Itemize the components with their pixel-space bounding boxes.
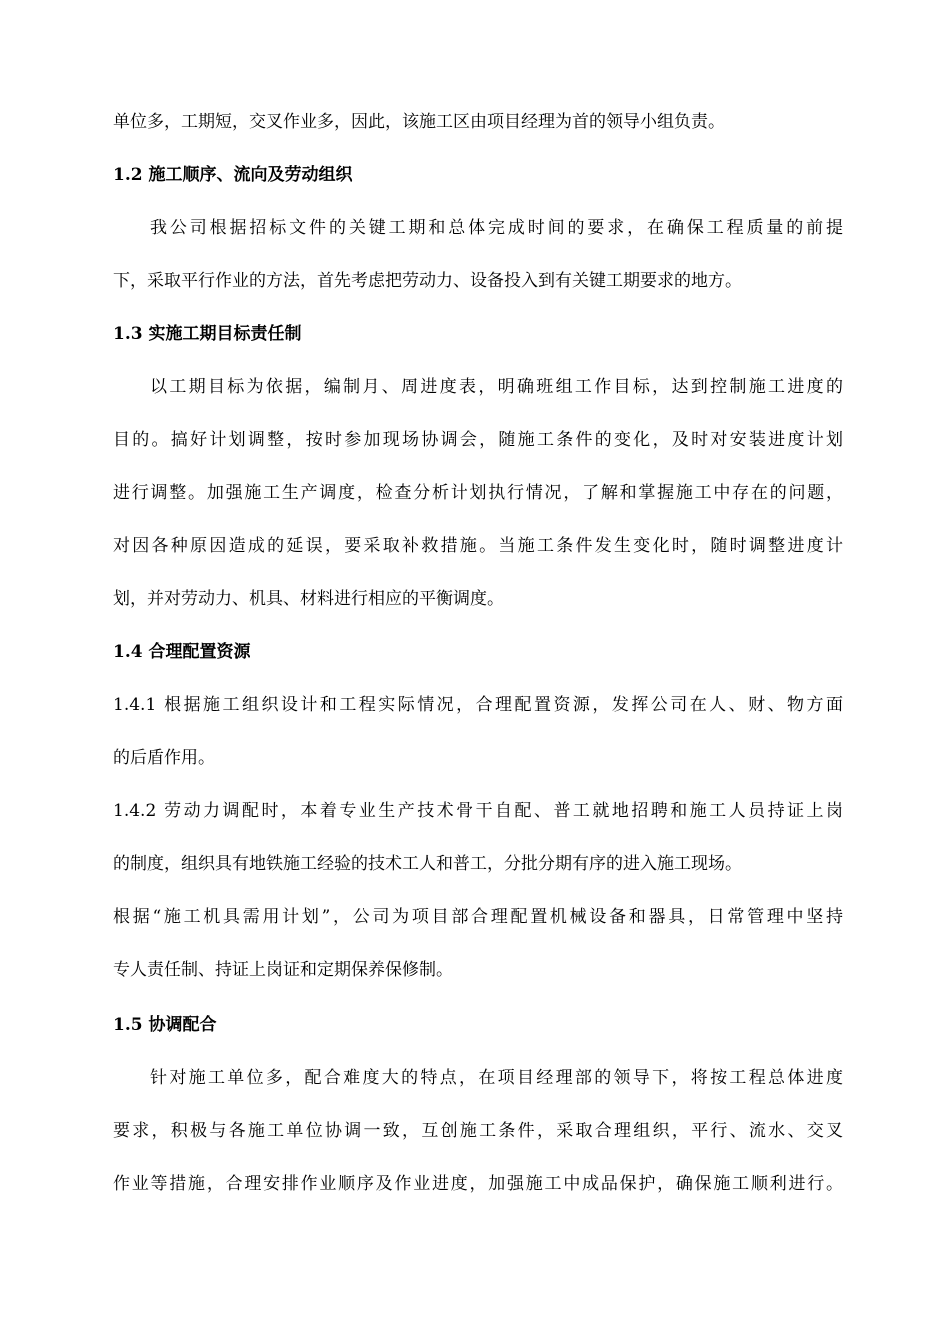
paragraph-line: 我公司根据招标文件的关键工期和总体完成时间的要求，在确保工程质量的前提 — [150, 218, 843, 238]
paragraph-line: 要求，积极与各施工单位协调一致，互创施工条件，采取合理组织，平行、流水、交叉 — [113, 1121, 843, 1141]
paragraph-line: 作业等措施，合理安排作业顺序及作业进度，加强施工中成品保护，确保施工顺利进行。 — [113, 1174, 843, 1194]
paragraph-line: 专人责任制、持证上岗证和定期保养保修制。 — [113, 960, 453, 980]
paragraph-line: 根据“施工机具需用计划”，公司为项目部合理配置机械设备和器具，日常管理中坚持 — [113, 907, 843, 927]
paragraph-line: 针对施工单位多，配合难度大的特点，在项目经理部的领导下，将按工程总体进度 — [150, 1068, 843, 1088]
paragraph-line: 以工期目标为依据，编制月、周进度表，明确班组工作目标，达到控制施工进度的 — [150, 377, 843, 397]
section-heading: 1.4 合理配置资源 — [113, 642, 251, 662]
section-heading: 1.2 施工顺序、流向及劳动组织 — [113, 165, 353, 185]
paragraph-line: 下，采取平行作业的方法，首先考虑把劳动力、设备投入到有关键工期要求的地方。 — [113, 271, 742, 291]
paragraph-line: 1.4.1 根据施工组织设计和工程实际情况，合理配置资源，发挥公司在人、财、物方面 — [113, 695, 843, 715]
section-heading: 1.3 实施工期目标责任制 — [113, 324, 302, 344]
paragraph-line: 进行调整。加强施工生产调度，检查分析计划执行情况，了解和掌握施工中存在的问题， — [113, 483, 843, 503]
section-heading: 1.5 协调配合 — [113, 1015, 217, 1035]
paragraph-line: 1.4.2 劳动力调配时，本着专业生产技术骨干自配、普工就地招聘和施工人员持证上岗 — [113, 801, 843, 821]
paragraph-line: 对因各种原因造成的延误，要采取补救措施。当施工条件发生变化时，随时调整进度计 — [113, 536, 843, 556]
paragraph-line: 的后盾作用。 — [113, 748, 215, 768]
paragraph-line: 目的。搞好计划调整，按时参加现场协调会，随施工条件的变化，及时对安装进度计划 — [113, 430, 843, 450]
paragraph-line: 划，并对劳动力、机具、材料进行相应的平衡调度。 — [113, 589, 504, 609]
paragraph-line: 的制度，组织具有地铁施工经验的技术工人和普工，分批分期有序的进入施工现场。 — [113, 854, 742, 874]
paragraph-line: 单位多，工期短，交叉作业多，因此，该施工区由项目经理为首的领导小组负责。 — [113, 112, 725, 132]
